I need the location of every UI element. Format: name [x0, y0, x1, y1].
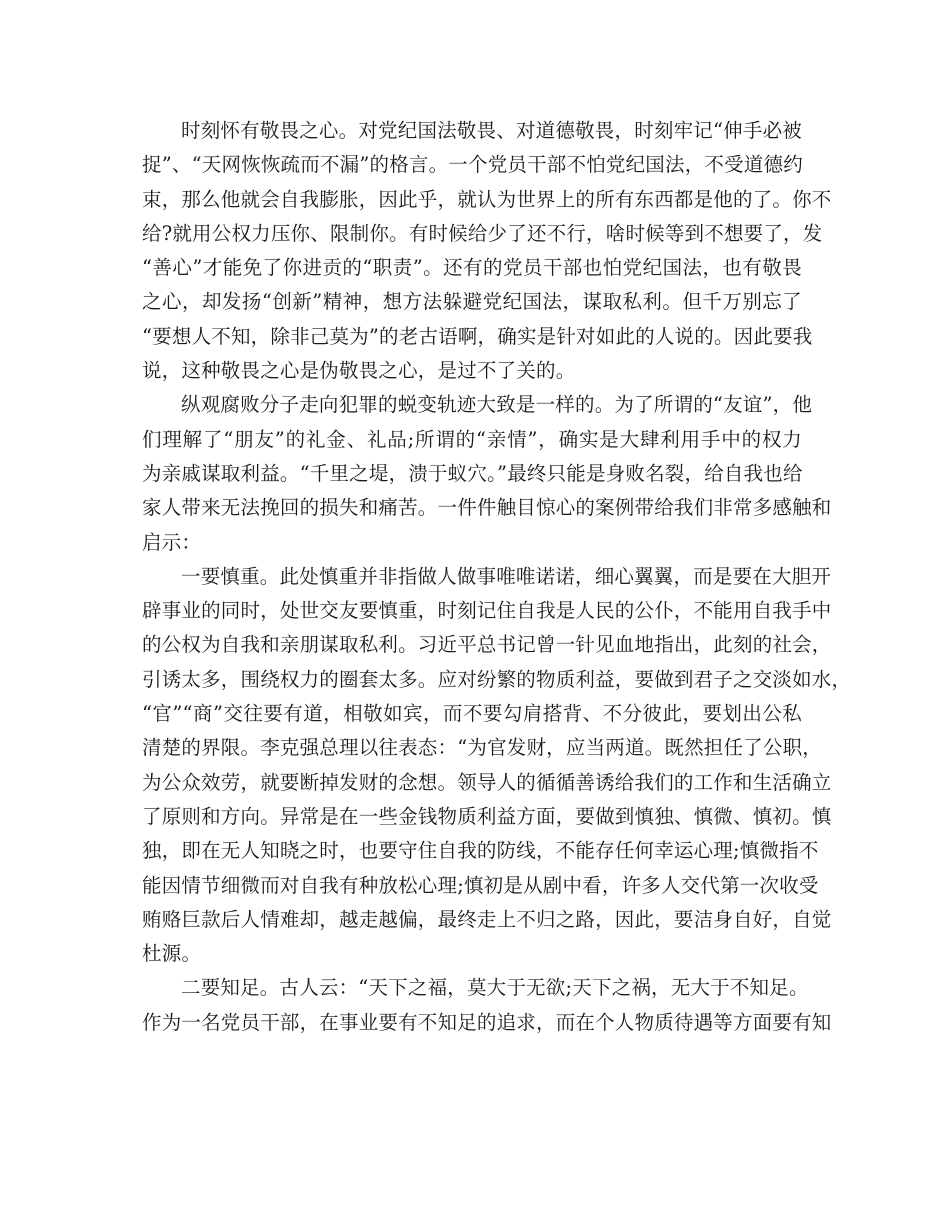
text-line: 能因情节细微而对自我有种放松心理;慎初是从剧中看，许多人交代第一次收受 — [142, 873, 819, 897]
text-line: 捉”、“天网恢恢疏而不漏”的格言。一个党员干部不怕党纪国法，不受道德约 — [142, 153, 803, 177]
text-line: 家人带来无法挽回的损失和痛苦。一件件触目惊心的案例带给我们非常多感触和 — [142, 496, 832, 520]
text-line: 纵观腐败分子走向犯罪的蜕变轨迹大致是一样的。为了所谓的“友谊”，他 — [181, 393, 813, 417]
text-line: 清楚的界限。李克强总理以往表态：“为官发财，应当两道。既然担任了公职， — [142, 736, 822, 760]
text-line: 启示： — [142, 530, 202, 554]
text-line: “官”“商”交往要有道，相敬如宾，而不要勾肩搭背、不分彼此，要划出公私 — [142, 702, 802, 726]
text-line: 束，那么他就会自我膨胀，因此乎，就认为世界上的所有东西都是他的了。你不 — [142, 187, 832, 211]
text-line: 为亲戚谋取利益。“千里之堤，溃于蚁穴。”最终只能是身败名裂，给自我也给 — [142, 461, 803, 485]
paragraph-respect — [142, 114, 832, 388]
text-line: 作为一名党员干部，在事业要有不知足的追求，而在个人物质待遇等方面要有知 — [142, 1010, 832, 1034]
text-line: 二要知足。古人云：“天下之福，莫大于无欲;天下之祸，无大于不知足。 — [181, 976, 809, 1000]
text-line: 辟事业的同时，处世交友要慎重，时刻记住自我是人民的公仆，不能用自我手中 — [142, 599, 832, 623]
text-line: 们理解了“朋友”的礼金、礼品;所谓的“亲情”，确实是大肆利用手中的权力 — [142, 427, 802, 451]
text-line: 杜源。 — [142, 942, 202, 966]
text-line: 了原则和方向。异常是在一些金钱物质利益方面，要做到慎独、慎微、慎初。慎 — [142, 804, 832, 828]
text-line: 独，即在无人知晓之时，也要守住自我的防线，不能存任何幸运心理;慎微指不 — [142, 839, 819, 863]
text-line: “善心”才能免了你进贡的“职责”。还有的党员干部也怕党纪国法，也有敬畏 — [142, 256, 802, 280]
text-line: 时刻怀有敬畏之心。对党纪国法敬畏、对道德敬畏，时刻牢记“伸手必被 — [181, 119, 802, 142]
text-line: 引诱太多，围绕权力的圈套太多。应对纷繁的物质利益，要做到君子之交淡如水， — [142, 667, 852, 691]
paragraph-contentment — [142, 971, 832, 1040]
document-body — [142, 114, 852, 1040]
text-line: 给?就用公权力压你、限制你。有时候给少了还不行，啥时候等到不想要了，发 — [142, 221, 823, 245]
paragraph-prudence — [142, 560, 852, 972]
text-line: 之心，却发扬“创新”精神，想方法躲避党纪国法，谋取私利。但千万别忘了 — [142, 290, 802, 314]
text-line: 为公众效劳，就要断掉发财的念想。领导人的循循善诱给我们的工作和生活确立 — [142, 770, 832, 794]
text-line: 说，这种敬畏之心是伪敬畏之心，是过不了关的。 — [142, 359, 576, 383]
text-line: 的公权为自我和亲朋谋取私利。习近平总书记曾一针见血地指出，此刻的社会， — [142, 633, 832, 657]
text-line: 贿赂巨款后人情难却，越走越偏，最终走上不归之路，因此，要洁身自好，自觉 — [142, 907, 832, 931]
text-line: “要想人不知，除非己莫为”的老古语啊，确实是针对如此的人说的。因此要我 — [142, 324, 813, 348]
text-line: 一要慎重。此处慎重并非指做人做事唯唯诺诺，细心翼翼，而是要在大胆开 — [181, 564, 832, 588]
paragraph-corruption — [142, 388, 832, 559]
